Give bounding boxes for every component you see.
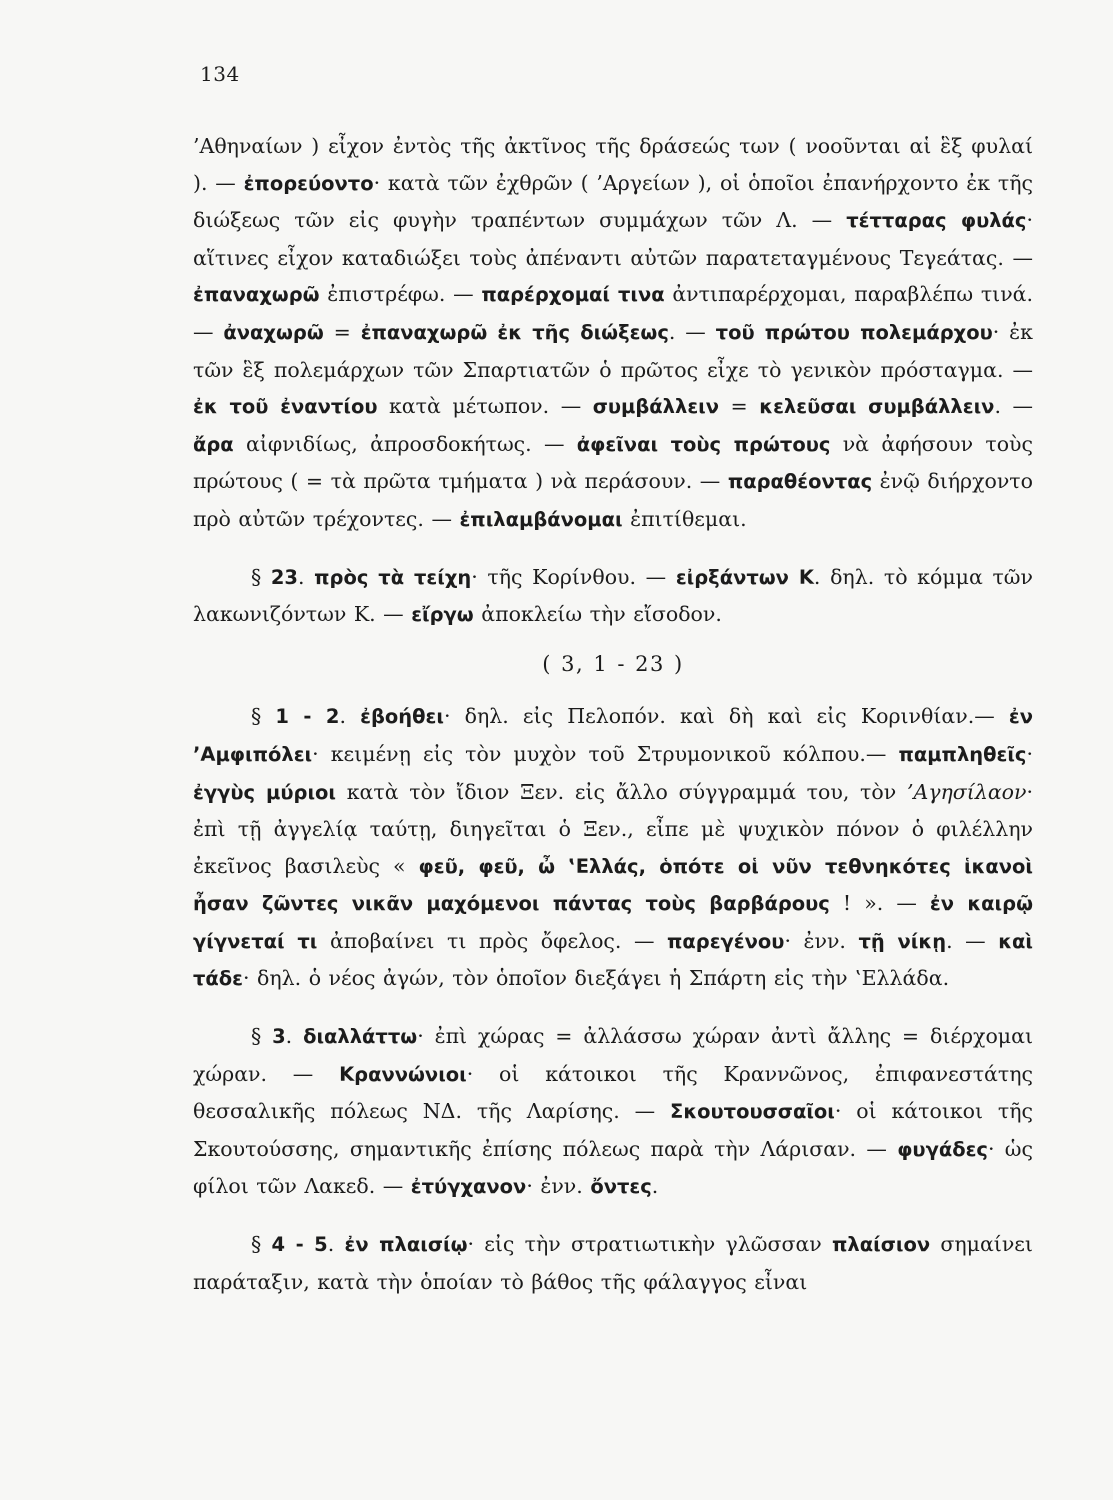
commentary-text xyxy=(193,128,1033,1300)
paragraph-section-23: § 23. πρὸς τὰ τείχη· τῆς Κορίνθου. — εἰρξάντων Κ. δηλ. τὸ κόμμα τῶν λακωνιζόντων Κ. — εἴργω ἀποκλείω τὴν εἴσοδον. xyxy=(193,564,1033,627)
paragraph-section-3: § 3. διαλλάττω· ἐπὶ χώρας = ἀλλάσσω χώραν ἀντὶ ἄλλης = διέρχομαι χώραν. — Κραννώνιοι· οἱ κάτοικοι τῆς Κραννῶνος, ἐπιφανεστάτης θεσσαλικῆς πόλεως ΝΔ. τῆς Λαρίσης. — Σκουτουσσαῖοι· οἱ κάτοικοι τῆς Σκουτούσσης, σημαντικῆς ἐπίσης πόλεως παρὰ τὴν Λάρισαν. — φυγάδες· ὡς φίλοι τῶν Λακεδ. — ἐτύγχανον· ἐνν. ὄντες. xyxy=(193,1024,1034,1199)
chapter-heading: ( 3, 1 - 23 ) xyxy=(542,651,684,676)
page-number: 134 xyxy=(200,62,240,86)
paragraph-section-4-5: § 4 - 5. ἐν πλαισίῳ· εἰς τὴν στρατιωτικὴν γλῶσσαν πλαίσιον σημαίνει παράταξιν, κατὰ τὴν ὁποίαν τὸ βάθος τῆς φάλαγγος εἶναι xyxy=(193,1232,1033,1294)
paragraph-section-1-2: § 1 - 2. ἐβοήθει· δηλ. εἰς Πελοπόν. καὶ δὴ καὶ εἰς Κορινθίαν.— ἐν ’Αμφιπόλει· κειμένῃ εἰς τὸν μυχὸν τοῦ Στρυμονικοῦ κόλπου.— παμπληθεῖς· ἐγγὺς μύριοι κατὰ τὸν ἴδιον Ξεν. εἰς ἄλλο σύγγραμμά του, τὸν ’Αγησίλαον· ἐπὶ τῇ ἀγγελίᾳ ταύτῃ, διηγεῖται ὁ Ξεν., εἶπε μὲ ψυχικὸν πόνον ὁ φιλέλλην ἐκεῖνος βασιλεὺς « φεῦ, φεῦ, ὦ ‛Ελλάς, ὁπότε οἱ νῦν τεθνηκότες ἱκανοὶ ἦσαν ζῶντες νικᾶν μαχόμενοι πάντας τοὺς βαρβάρους ! ». — ἐν καιρῷ γίγνεταί τι ἀποβαίνει τι πρὸς ὄφελος. — παρεγένου· ἐνν. τῇ νίκῃ. — καὶ τάδε· δηλ. ὁ νέος ἀγών, τὸν ὁποῖον διεξάγει ἡ Σπάρτη εἰς τὴν ‛Ελλάδα. xyxy=(193,704,1033,991)
paragraph-continuation: ’Αθηναίων ) εἶχον ἐντὸς τῆς ἀκτῖνος τῆς δράσεώς των ( νοοῦνται αἱ ἓξ φυλαί ). — ἐπορεύοντο· κατὰ τῶν ἐχθρῶν ( ’Αργείων ), οἱ ὁποῖοι ἐπανήρχοντο ἐκ τῆς διώξεως τῶν εἰς φυγὴν τραπέντων συμμάχων τῶν Λ. — τέτταρας φυλάς· αἵτινες εἶχον καταδιώξει τοὺς ἀπέναντι αὐτῶν παρατεταγμένους Τεγεάτας. — ἐπαναχωρῶ ἐπιστρέφω. — παρέρχομαί τινα ἀντιπαρέρχομαι, παραβλέπω τινά. — ἀναχωρῶ = ἐπαναχωρῶ ἐκ τῆς διώξεως. — τοῦ πρώτου πολεμάρχου· ἐκ τῶν ἓξ πολεμάρχων τῶν Σπαρτιατῶν ὁ πρῶτος εἶχε τὸ γενικὸν πρόσταγμα. — ἐκ τοῦ ἐναντίου κατὰ μέτωπον. — συμβάλλειν = κελεῦσαι συμβάλλειν. — ἄρα αἰφνιδίως, ἀπροσδοκήτως. — ἀφεῖναι τοὺς πρώτους νὰ ἀφήσουν τοὺς πρώτους ( = τὰ πρῶτα τμήματα ) νὰ περάσουν. — παραθέοντας ἐνῷ διήρχοντο πρὸ αὐτῶν τρέχοντες. — ἐπιλαμβάνομαι ἐπιτίθεμαι. xyxy=(193,134,1034,531)
